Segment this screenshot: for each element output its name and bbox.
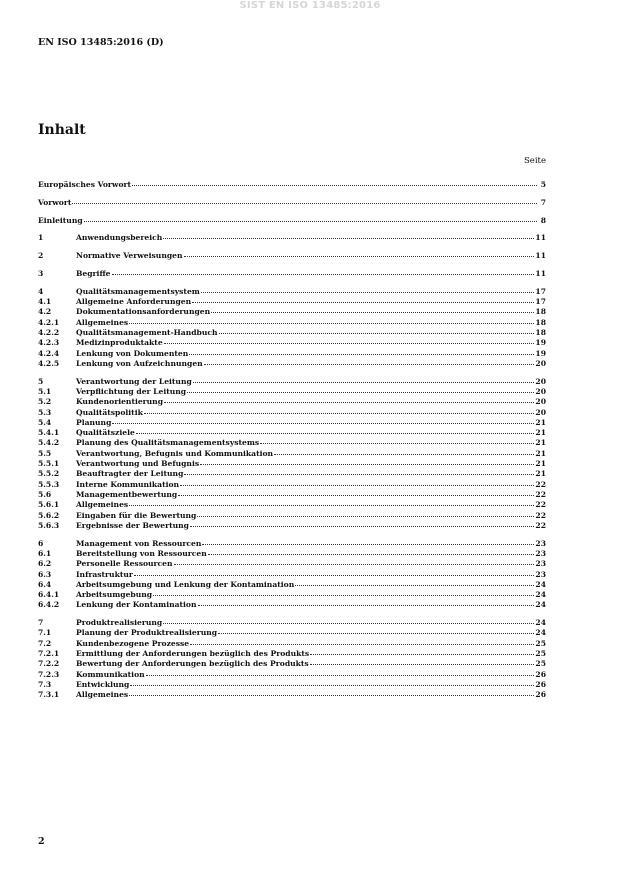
dot-leader <box>132 185 537 186</box>
toc-entry-number: 6.4.1 <box>38 590 60 600</box>
toc-entry-title: Lenkung von Aufzeichnungen <box>76 358 203 368</box>
toc-entry-title: Verpflichtung der Leitung <box>76 386 187 396</box>
toc-entry[interactable] <box>38 387 546 397</box>
toc-entry[interactable] <box>38 198 546 208</box>
toc-entry-title: Qualitätsmanagement-Handbuch <box>76 327 218 337</box>
toc-entry[interactable] <box>38 418 546 428</box>
dot-leader <box>200 464 534 465</box>
toc-entry-number: 6.2 <box>38 559 52 569</box>
dot-leader <box>310 664 535 665</box>
toc-entry[interactable] <box>38 338 546 348</box>
toc-entry-number: 5.5.2 <box>38 469 60 479</box>
toc-entry-number: 5.5.1 <box>38 459 60 469</box>
toc-entry[interactable] <box>38 269 546 279</box>
toc-entry-page: 20 <box>535 397 546 407</box>
toc-entry-number: 4.2 <box>38 307 52 317</box>
toc-entry-number: 5.2 <box>38 397 52 407</box>
dot-leader <box>178 495 534 496</box>
toc-entry-number: 6 <box>38 538 44 548</box>
toc-entry-page: 21 <box>535 428 546 438</box>
toc-entry-number: 5.3 <box>38 407 52 417</box>
toc-entry-title: Verantwortung, Befugnis und Kommunikation <box>76 448 274 458</box>
toc-entry-title: Anwendungsbereich <box>76 233 163 243</box>
toc-entry-title: Allgemeines <box>76 500 129 510</box>
toc-entry-number: 6.4 <box>38 579 52 589</box>
toc-entry-page: 21 <box>535 459 546 469</box>
watermark: SIST EN ISO 13485:2016 <box>239 0 381 11</box>
toc-entry-page: 24 <box>535 628 546 638</box>
toc-entry-page: 22 <box>535 500 546 510</box>
dot-leader <box>295 585 534 586</box>
toc-entry-number: 7.2.2 <box>38 659 60 669</box>
toc-entry[interactable] <box>38 180 546 190</box>
toc-entry-page: 19 <box>535 338 546 348</box>
toc-entry-number: 1 <box>38 233 44 243</box>
toc-entry[interactable] <box>38 349 546 359</box>
dot-leader <box>136 433 535 434</box>
toc-entry-number: 4.1 <box>38 297 52 307</box>
toc-entry[interactable] <box>38 449 546 459</box>
toc-entry-title: Allgemeines <box>76 317 129 327</box>
toc-entry-title: Qualitätsziele <box>76 428 135 438</box>
toc-entry-page: 25 <box>535 649 546 659</box>
toc-entry-page: 22 <box>535 510 546 520</box>
toc-entry-number: 7.2.1 <box>38 649 60 659</box>
toc-entry[interactable] <box>38 377 546 387</box>
dot-leader <box>274 454 534 455</box>
toc-entry[interactable] <box>38 328 546 338</box>
dot-leader <box>190 644 534 645</box>
toc-entry[interactable] <box>38 500 546 510</box>
toc-entry[interactable] <box>38 438 546 448</box>
dot-leader <box>180 485 534 486</box>
toc-entry-page: 24 <box>535 590 546 600</box>
toc-entry-title: Ermittlung der Anforderungen bezüglich des Produkts <box>76 649 310 659</box>
dot-leader <box>197 516 534 517</box>
toc-entry[interactable] <box>38 680 546 690</box>
toc-entry-title: Planung <box>76 417 112 427</box>
toc-entry-page: 18 <box>535 307 546 317</box>
toc-entry-page: 11 <box>535 233 546 243</box>
toc-entry-number: 7.2 <box>38 638 52 648</box>
toc-entry-page: 20 <box>535 386 546 396</box>
toc-entry[interactable] <box>38 216 546 226</box>
toc-entry-title: Verantwortung und Befugnis <box>76 459 200 469</box>
toc-entry-page: 22 <box>535 520 546 530</box>
toc-entry-number: 5.6.1 <box>38 500 60 510</box>
toc-entry-title: Bewertung der Anforderungen bezüglich des Produkts <box>76 659 309 669</box>
toc-entry[interactable] <box>38 628 546 638</box>
toc-entry-page: 7 <box>540 197 546 207</box>
toc-entry[interactable] <box>38 428 546 438</box>
toc-entry-number: 7.3.1 <box>38 690 60 700</box>
toc-entry-number: 4.2.1 <box>38 317 60 327</box>
dot-leader <box>129 505 534 506</box>
page-number: 2 <box>38 836 45 847</box>
toc-entry-number: 5.5.3 <box>38 479 60 489</box>
toc-entry-title: Medizinproduktakte <box>76 338 163 348</box>
toc-entry-title: Allgemeines <box>76 690 129 700</box>
toc-entry-page: 22 <box>535 489 546 499</box>
toc-entry-title: Kundenbezogene Prozesse <box>76 638 190 648</box>
dot-leader <box>201 292 535 293</box>
toc-entry-page: 20 <box>535 376 546 386</box>
toc-entry-title: Interne Kommunikation <box>76 479 180 489</box>
toc-entry[interactable] <box>38 459 546 469</box>
dot-leader <box>208 554 535 555</box>
toc-entry-title: Arbeitsumgebung und Lenkung der Kontamination <box>76 579 295 589</box>
dot-leader <box>84 221 537 222</box>
toc-entry-number: 6.4.2 <box>38 600 60 610</box>
toc-entry-title: Einleitung <box>38 215 83 225</box>
toc-entry-title: Allgemeine Anforderungen <box>76 297 192 307</box>
toc-entry-title: Normative Verweisungen <box>76 251 183 261</box>
toc-entry-title: Verantwortung der Leitung <box>76 376 192 386</box>
dot-leader <box>112 274 535 275</box>
dot-leader <box>72 203 537 204</box>
toc-entry[interactable] <box>38 297 546 307</box>
toc-entry-number: 5.4.2 <box>38 438 60 448</box>
toc-entry-page: 23 <box>535 538 546 548</box>
dot-leader <box>184 256 535 257</box>
toc-entry-title: Europäisches Vorwort <box>38 180 132 189</box>
dot-leader <box>198 605 535 606</box>
dot-leader <box>163 238 534 239</box>
dot-leader <box>202 544 534 545</box>
toc-entry-title: Managementbewertung <box>76 489 178 499</box>
dot-leader <box>218 633 534 634</box>
page-column-label: Seite <box>523 156 546 166</box>
toc-entry[interactable] <box>38 570 546 580</box>
dot-leader <box>204 364 535 365</box>
toc-entry-page: 18 <box>535 317 546 327</box>
toc-entry-page: 26 <box>535 679 546 689</box>
toc-entry[interactable] <box>38 318 546 328</box>
dot-leader <box>134 575 535 576</box>
toc-entry[interactable] <box>38 408 546 418</box>
dot-leader <box>164 402 534 403</box>
document-id: EN ISO 13485:2016 (D) <box>38 37 164 48</box>
toc-entry-page: 24 <box>535 600 546 610</box>
toc-entry-page: 21 <box>535 417 546 427</box>
toc-entry-page: 21 <box>535 438 546 448</box>
toc-entry-title: Management von Ressourcen <box>76 538 202 548</box>
toc-entry[interactable] <box>38 618 546 628</box>
toc-entry[interactable] <box>38 549 546 559</box>
toc-entry-title: Produktrealisierung <box>76 618 163 628</box>
toc-entry-page: 22 <box>535 479 546 489</box>
toc-entry-page: 20 <box>535 407 546 417</box>
toc-entry[interactable] <box>38 649 546 659</box>
toc-entry[interactable] <box>38 397 546 407</box>
toc-entry[interactable] <box>38 287 546 297</box>
toc-entry-title: Qualitätsmanagementsystem <box>76 286 200 296</box>
dot-leader <box>310 654 534 655</box>
toc-entry-number: 3 <box>38 268 44 278</box>
toc-entry[interactable] <box>38 490 546 500</box>
toc-entry-number: 5.4 <box>38 417 52 427</box>
toc-entry-page: 11 <box>535 268 546 278</box>
toc-entry-page: 23 <box>535 559 546 569</box>
toc-entry-title: Entwicklung <box>76 679 130 689</box>
toc-entry-page: 5 <box>540 180 546 189</box>
dot-leader <box>260 443 534 444</box>
toc-entry-page: 23 <box>535 569 546 579</box>
dot-leader <box>190 526 534 527</box>
toc-entry-number: 7.2.3 <box>38 669 60 679</box>
toc-entry[interactable] <box>38 251 546 261</box>
toc-entry-page: 11 <box>535 251 546 261</box>
toc-entry-title: Ergebnisse der Bewertung <box>76 520 189 530</box>
toc-entry-page: 26 <box>535 690 546 700</box>
dot-leader <box>193 382 535 383</box>
toc-entry-page: 18 <box>535 327 546 337</box>
toc-entry-title: Eingaben für die Bewertung <box>76 510 197 520</box>
toc-entry-page: 24 <box>535 579 546 589</box>
toc-entry-number: 5.6.2 <box>38 510 60 520</box>
toc-entry-title: Planung der Produktrealisierung <box>76 628 218 638</box>
dot-leader <box>146 675 535 676</box>
toc-entry-number: 5.5 <box>38 448 52 458</box>
toc-entry-title: Beauftragter der Leitung <box>76 469 184 479</box>
toc-entry-page: 20 <box>535 358 546 368</box>
dot-leader <box>112 423 534 424</box>
toc-entry-number: 5 <box>38 376 44 386</box>
toc-entry-number: 5.6.3 <box>38 520 60 530</box>
toc-entry-number: 6.1 <box>38 548 52 558</box>
dot-leader <box>211 312 534 313</box>
toc-entry[interactable] <box>38 539 546 549</box>
toc-entry-page: 21 <box>535 448 546 458</box>
toc-entry-page: 24 <box>535 618 546 628</box>
toc-entry-page: 23 <box>535 548 546 558</box>
toc-entry-title: Kommunikation <box>76 669 145 679</box>
dot-leader <box>187 392 534 393</box>
toc-entry[interactable] <box>38 639 546 649</box>
toc-entry[interactable] <box>38 307 546 317</box>
dot-leader <box>130 685 534 686</box>
toc-entry-number: 6.3 <box>38 569 52 579</box>
dot-leader <box>174 564 535 565</box>
toc-entry-title: Arbeitsumgebung <box>76 590 153 600</box>
toc-entry[interactable] <box>38 469 546 479</box>
toc-entry-number: 5.1 <box>38 386 52 396</box>
toc-entry-title: Vorwort <box>38 197 72 207</box>
toc-entry-title: Personelle Ressourcen <box>76 559 173 569</box>
dot-leader <box>144 413 535 414</box>
toc-entry-number: 7.1 <box>38 628 52 638</box>
toc-entry-page: 17 <box>535 297 546 307</box>
dot-leader <box>184 474 534 475</box>
toc-entry-number: 4.2.5 <box>38 358 60 368</box>
dot-leader <box>129 323 534 324</box>
toc-entry-page: 17 <box>535 286 546 296</box>
toc-entry-page: 21 <box>535 469 546 479</box>
dot-leader <box>189 354 534 355</box>
toc-entry-page: 19 <box>535 348 546 358</box>
toc-entry[interactable] <box>38 233 546 243</box>
toc-entry-page: 25 <box>535 638 546 648</box>
toc-entry-number: 2 <box>38 251 44 261</box>
toc-entry[interactable] <box>38 600 546 610</box>
dot-leader <box>153 595 534 596</box>
toc-entry[interactable] <box>38 670 546 680</box>
dot-leader <box>219 333 535 334</box>
toc-entry[interactable] <box>38 690 546 700</box>
toc-entry-page: 25 <box>535 659 546 669</box>
dot-leader <box>163 623 534 624</box>
toc-entry[interactable] <box>38 480 546 490</box>
toc-entry-page: 26 <box>535 669 546 679</box>
toc-heading: Inhalt <box>38 122 86 138</box>
toc-entry[interactable] <box>38 590 546 600</box>
toc-entry-title: Planung des Qualitätsmanagementsystems <box>76 438 260 448</box>
toc-entry-number: 5.6 <box>38 489 52 499</box>
toc-entry-page: 8 <box>540 215 546 225</box>
toc-entry-title: Begriffe <box>76 268 111 278</box>
table-of-contents <box>38 180 546 701</box>
toc-entry-title: Qualitätspolitik <box>76 407 143 417</box>
toc-entry-number: 4.2.3 <box>38 338 60 348</box>
toc-entry-title: Infrastruktur <box>76 569 133 579</box>
toc-entry[interactable] <box>38 659 546 669</box>
toc-entry[interactable] <box>38 521 546 531</box>
toc-entry-title: Lenkung von Dokumenten <box>76 348 189 358</box>
toc-entry-number: 5.4.1 <box>38 428 60 438</box>
toc-entry-number: 7.3 <box>38 679 52 689</box>
toc-entry[interactable] <box>38 580 546 590</box>
dot-leader <box>164 343 535 344</box>
toc-entry[interactable] <box>38 359 546 369</box>
dot-leader <box>192 302 534 303</box>
toc-entry-number: 7 <box>38 618 44 628</box>
toc-entry-number: 4 <box>38 286 44 296</box>
dot-leader <box>129 695 534 696</box>
toc-entry-title: Dokumentationsanforderungen <box>76 307 211 317</box>
toc-entry-title: Bereitstellung von Ressourcen <box>76 548 207 558</box>
toc-entry-title: Kundenorientierung <box>76 397 164 407</box>
toc-entry-title: Lenkung der Kontamination <box>76 600 197 610</box>
toc-entry[interactable] <box>38 511 546 521</box>
toc-entry-number: 4.2.4 <box>38 348 60 358</box>
toc-entry[interactable] <box>38 559 546 569</box>
toc-entry-number: 4.2.2 <box>38 327 60 337</box>
